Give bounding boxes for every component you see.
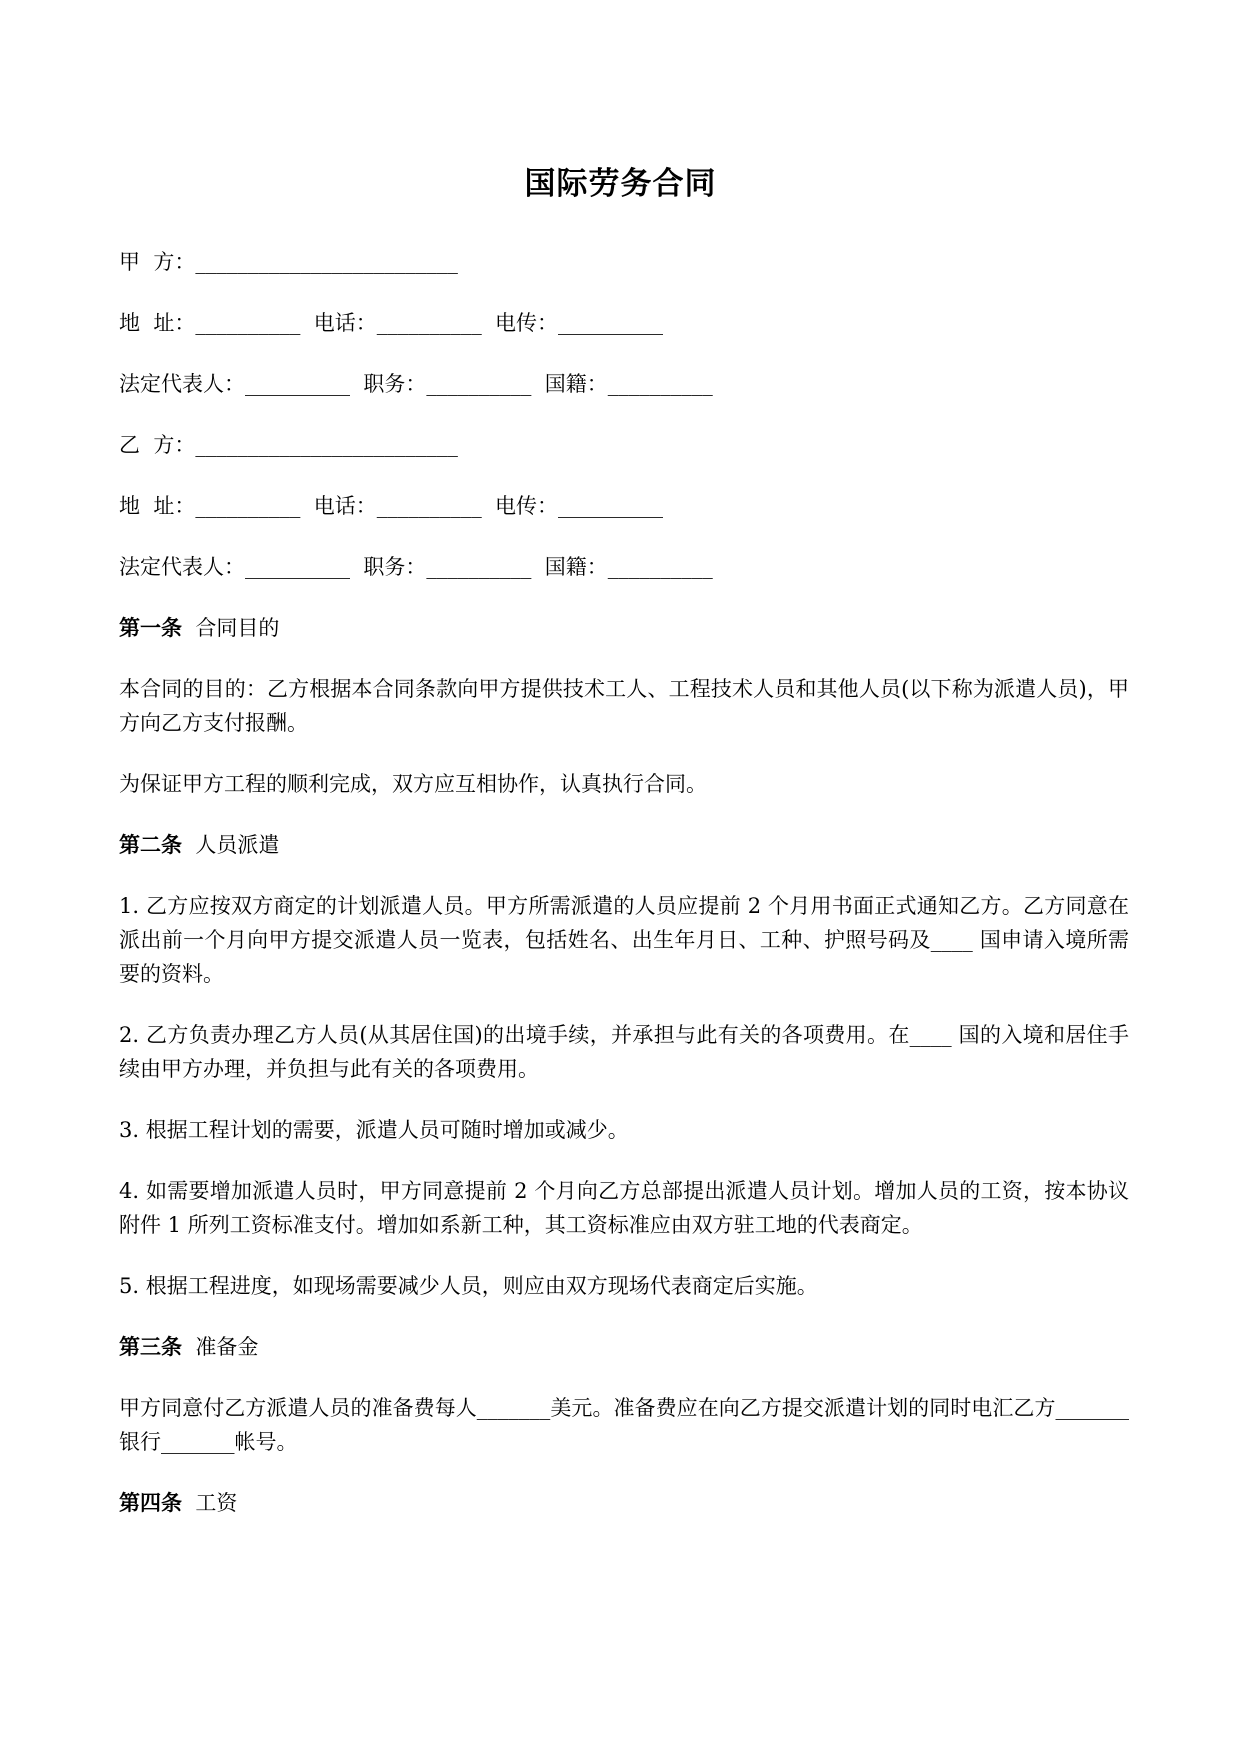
article-1-heading [119,611,1129,645]
article-1-paragraph-1: 本合同的目的：乙方根据本合同条款向甲方提供技术工人、工程技术人员和其他人员(以下称为派遣人员)，甲方向乙方支付报酬。 [119,677,1129,735]
article-3-number: 第三条 [119,1335,182,1359]
party-a-name-line: 甲 方：_________________________ [119,250,458,274]
article-4-number: 第四条 [119,1491,182,1515]
article-2-title: 人员派遣 [195,833,280,857]
document-title: 国际劳务合同 [524,166,717,202]
article-1-title: 合同目的 [195,616,280,640]
article-3-heading [119,1330,1129,1364]
article-3-paragraph-1: 甲方同意付乙方派遣人员的准备费每人_______美元。准备费应在向乙方提交派遣计划的同时电汇乙方_______银行_______帐号。 [119,1396,1129,1454]
article-2-paragraph-2: 2. 乙方负责办理乙方人员(从其居住国)的出境手续，并承担与此有关的各项费用。在____ 国的入境和居住手续由甲方办理，并负担与此有关的各项费用。 [119,1023,1129,1081]
party-b-representative-line: 法定代表人：__________ 职务：__________ 国籍：__________ [119,555,713,579]
party-a-representative-line: 法定代表人：__________ 职务：__________ 国籍：__________ [119,372,713,396]
article-1-number: 第一条 [119,616,182,640]
article-4-heading [119,1486,1129,1520]
article-2-paragraph-1: 1. 乙方应按双方商定的计划派遣人员。甲方所需派遣的人员应提前 2 个月用书面正式通知乙方。乙方同意在派出前一个月向甲方提交派遣人员一览表，包括姓名、出生年月日、工种、护照号码及____ 国申请入境所需要的资料。 [119,894,1129,986]
document-body [119,245,1129,1547]
article-2-paragraph-4: 4. 如需要增加派遣人员时，甲方同意提前 2 个月向乙方总部提出派遣人员计划。增加人员的工资，按本协议附件 1 所列工资标准支付。增加如系新工种，其工资标准应由双方驻工地的代表商定。 [119,1179,1129,1237]
party-b-name-line: 乙 方：_________________________ [119,433,458,457]
party-b-contact-line: 地 址：__________ 电话：__________ 电传：__________ [119,494,664,518]
article-2-paragraph-3: 3. 根据工程计划的需要，派遣人员可随时增加或减少。 [119,1118,629,1142]
article-3-title: 准备金 [195,1335,259,1359]
article-2-heading [119,828,1129,862]
article-1-paragraph-2: 为保证甲方工程的顺利完成，双方应互相协作，认真执行合同。 [119,772,707,796]
party-a-contact-line: 地 址：__________ 电话：__________ 电传：__________ [119,311,664,335]
article-2-number: 第二条 [119,833,182,857]
article-4-title: 工资 [195,1491,238,1515]
article-2-paragraph-5: 5. 根据工程进度，如现场需要减少人员，则应由双方现场代表商定后实施。 [119,1274,818,1298]
